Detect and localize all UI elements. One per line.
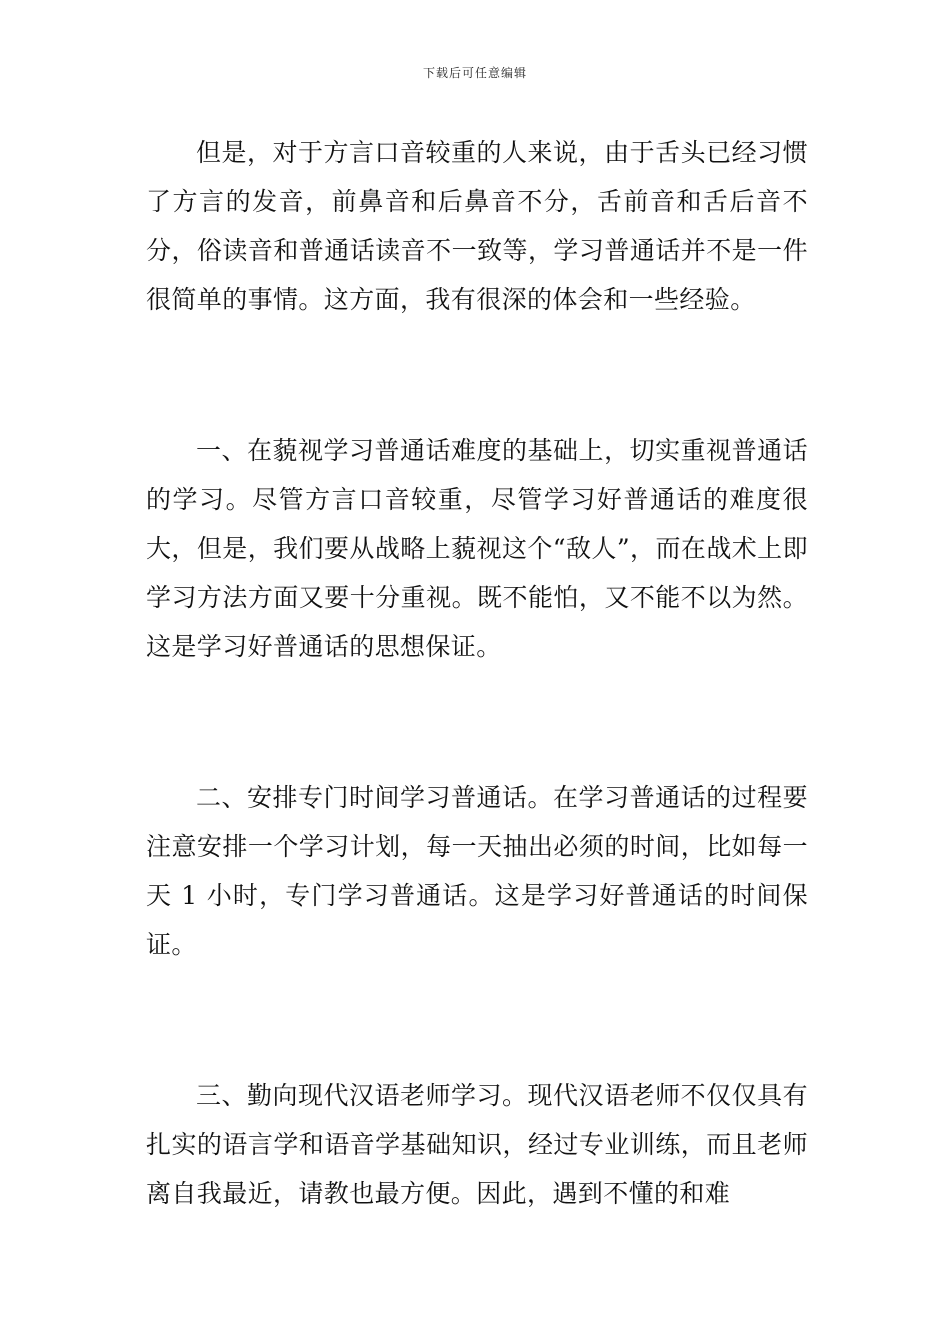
paragraph-point-one: 一、在藐视学习普通话难度的基础上，切实重视普通话的学习。尽管方言口音较重，尽管学习好普通话的难度很大，但是，我们要从战略上藐视这个“敌人”，而在战术上即学习方法方面又要十分重视。既不能怕，又不能不以为然。这是学习好普通话的思想保证。 xyxy=(146,436,808,661)
paragraph-point-three: 三、勤向现代汉语老师学习。现代汉语老师不仅仅具有扎实的语言学和语音学基础知识，经过专业训练，而且老师离自我最近，请教也最方便。因此，遇到不懂的和难 xyxy=(146,1081,808,1208)
paragraph-point-two: 二、安排专门时间学习普通话。在学习普通话的过程要注意安排一个学习计划，每一天抽出必须的时间，比如每一天 1 小时，专门学习普通话。这是学习好普通话的时间保证。 xyxy=(146,783,808,959)
paragraph-intro: 但是，对于方言口音较重的人来说，由于舌头已经习惯了方言的发音，前鼻音和后鼻音不分，舌前音和舌后音不分，俗读音和普通话读音不一致等，学习普通话并不是一件很简单的事情。这方面，我有很深的体会和一些经验。 xyxy=(146,138,808,314)
page-header: 下载后可任意编辑 xyxy=(422,66,527,80)
document-body xyxy=(146,128,808,1218)
